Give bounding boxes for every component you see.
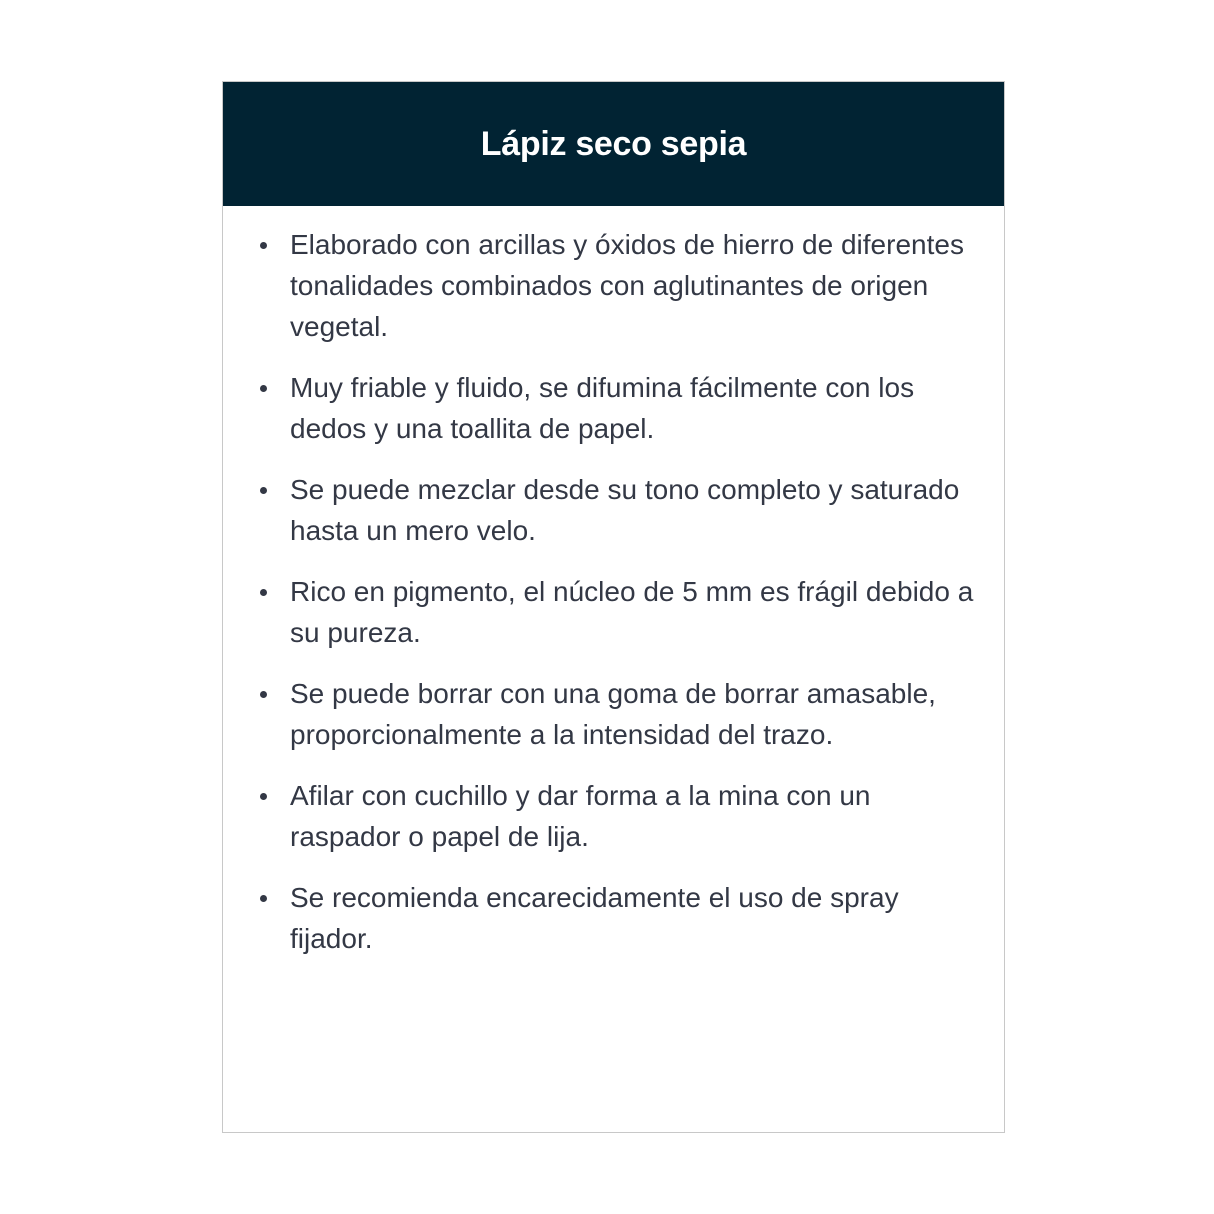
- list-item: [259, 469, 980, 551]
- bullet-icon: [260, 487, 267, 494]
- card-title: Lápiz seco sepia: [480, 124, 747, 163]
- list-item-text: Afilar con cuchillo y dar forma a la mina con un raspador o papel de lija.: [290, 780, 871, 852]
- list-item-text: Se puede mezclar desde su tono completo y saturado hasta un mero velo.: [290, 474, 960, 546]
- list-item: [259, 224, 980, 347]
- bullet-icon: [260, 385, 267, 392]
- feature-list: [223, 206, 1004, 959]
- bullet-icon: [260, 691, 267, 698]
- bullet-icon: [260, 242, 267, 249]
- bullet-icon: [260, 589, 267, 596]
- list-item-text: Rico en pigmento, el núcleo de 5 mm es frágil debido a su pureza.: [290, 576, 974, 648]
- list-item-text: Se puede borrar con una goma de borrar amasable, proporcionalmente a la intensidad del trazo.: [290, 678, 936, 750]
- card-header: [223, 82, 1004, 206]
- list-item: [259, 571, 980, 653]
- list-item: [259, 877, 980, 959]
- list-item-text: Se recomienda encarecidamente el uso de spray fijador.: [290, 882, 899, 954]
- list-item: [259, 775, 980, 857]
- bullet-icon: [260, 793, 267, 800]
- list-item: [259, 367, 980, 449]
- product-info-card: [222, 81, 1005, 1133]
- list-item-text: Elaborado con arcillas y óxidos de hierro de diferentes tonalidades combinados con aglutinantes de origen vegetal.: [290, 229, 964, 342]
- bullet-icon: [260, 895, 267, 902]
- list-item: [259, 673, 980, 755]
- list-item-text: Muy friable y fluido, se difumina fácilmente con los dedos y una toallita de papel.: [290, 372, 915, 444]
